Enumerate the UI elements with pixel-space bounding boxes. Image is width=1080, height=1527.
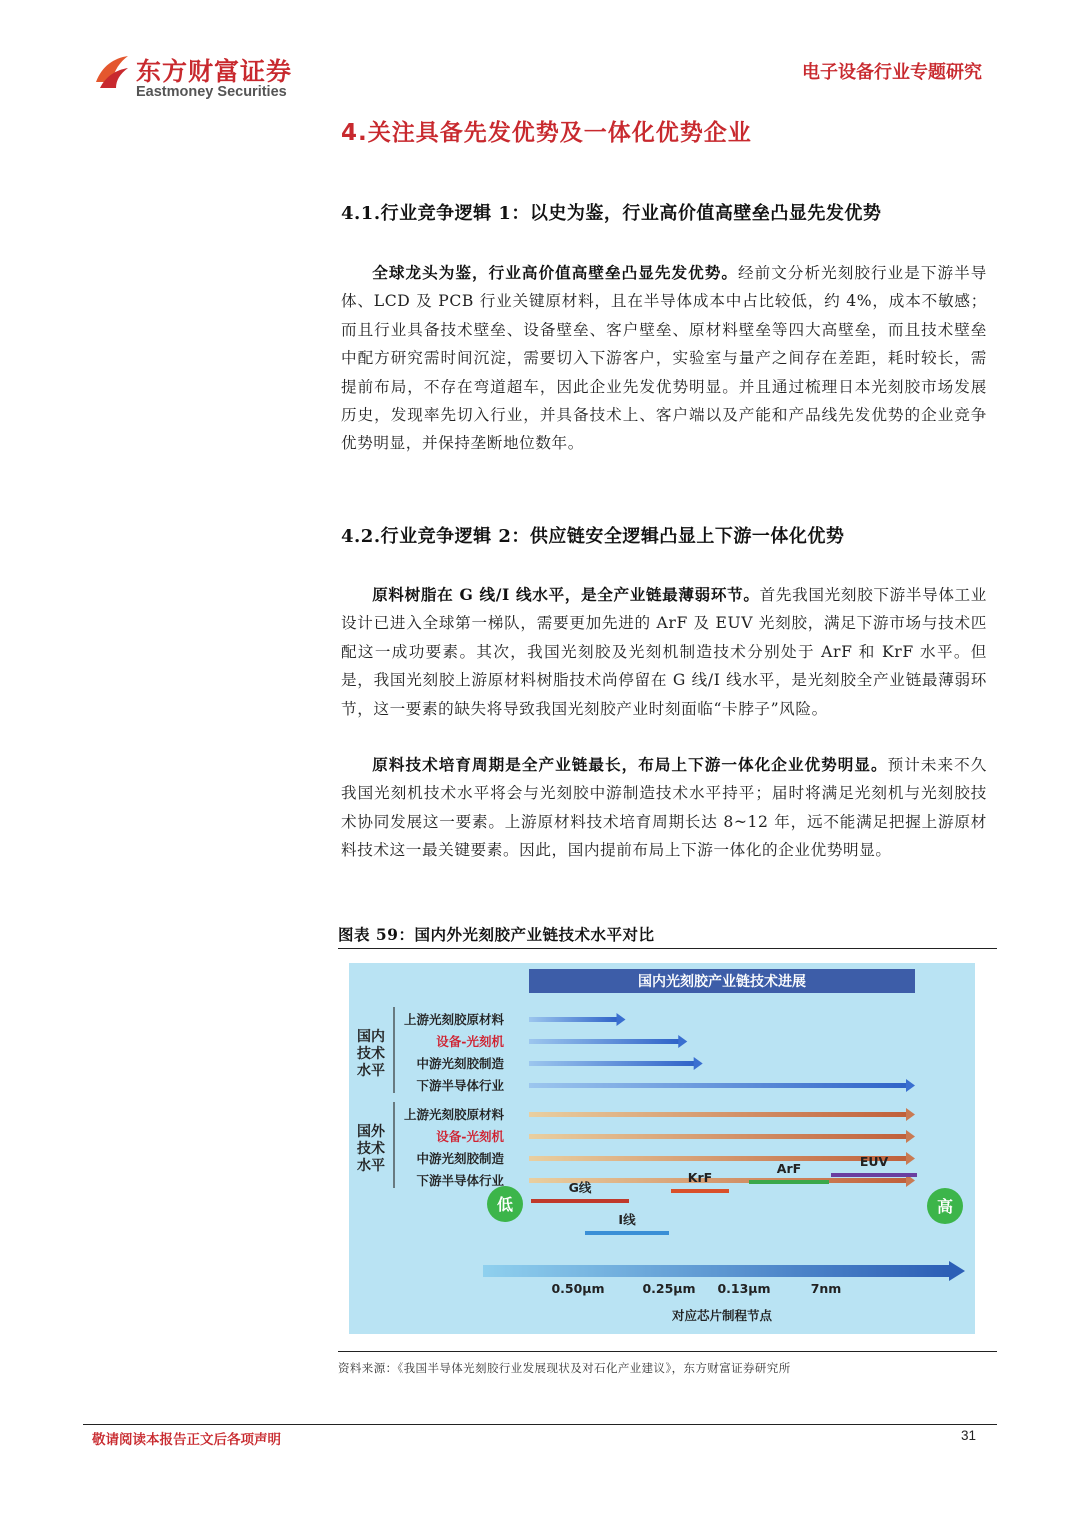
- row-label: 上游光刻胶原材料: [403, 1107, 504, 1122]
- group-label-line: 水平: [357, 1063, 385, 1079]
- paragraph-body: 预计未来不久我国光刻机技术水平将会与光刻胶中游制造技术水平持平；届时将满足光刻机与光刻胶技术协同发展这一要素。上游原材料技术培育周期长达 8~12 年，远不能满足把握上游原材料技术这一最关键要素。因此，国内提前布局上下游一体化的企业优势明显。: [341, 756, 987, 860]
- step-label: I线: [618, 1212, 636, 1227]
- step-label: ArF: [776, 1161, 802, 1176]
- axis-tick-label: 7nm: [810, 1281, 842, 1296]
- supply-chain-figure: [349, 963, 975, 1334]
- node-axis-bar: [483, 1265, 949, 1277]
- paragraph-body: 经前文分析光刻胶行业是下游半导体、LCD 及 PCB 行业关键原材料，且在半导体成本中占比较低，约 4%，成本不敏感；而且行业具备技术壁垒、设备壁垒、客户壁垒、原材料壁垒等四大高壁垒，而且技术壁垒中配方研究需时间沉淀，需要切入下游客户，实验室与量产之间存在差距，耗时较长，需提前布局，不存在弯道超车，因此企业先发优势明显。并且通过梳理日本光刻胶市场发展历史，发现率先切入行业，并具备技术上、客户端以及产能和产品线先发优势的企业竞争优势明显，并保持垄断地位数年。: [341, 264, 987, 453]
- axis-tick-label: 0.25μm: [642, 1281, 696, 1296]
- low-badge-text: 低: [496, 1195, 514, 1214]
- row-bar: [529, 1112, 907, 1117]
- section-title: 4.关注具备先发优势及一体化优势企业: [341, 120, 752, 146]
- row-bar: [529, 1083, 907, 1088]
- figure-banner-text: 国内光刻胶产业链技术进展: [638, 974, 806, 990]
- page-number: 31: [960, 1428, 976, 1443]
- footer-rule: [83, 1424, 997, 1425]
- step-label: EUV: [859, 1154, 889, 1169]
- row-label: 下游半导体行业: [416, 1173, 504, 1188]
- step-line: [749, 1180, 829, 1184]
- high-badge-text: 高: [936, 1197, 954, 1216]
- row-label: 下游半导体行业: [416, 1078, 504, 1093]
- logo-icon: [92, 52, 132, 92]
- report-type-title: 电子设备行业专题研究: [802, 62, 982, 83]
- group-label-line: 技术: [357, 1046, 385, 1062]
- subsection-title-4-2: 4.2.行业竞争逻辑 2：供应链安全逻辑凸显上下游一体化优势: [341, 526, 845, 547]
- row-label: 中游光刻胶制造: [416, 1151, 504, 1166]
- paragraph-lead: 全球龙头为鉴，行业高价值高壁垒凸显先发优势。: [372, 263, 738, 282]
- row-bar: [529, 1039, 679, 1044]
- axis-label: 对应芯片制程节点: [671, 1308, 773, 1323]
- group-label-line: 国外: [357, 1124, 385, 1140]
- footer-disclaimer: 敬请阅读本报告正文后各项声明: [92, 1432, 281, 1448]
- paragraph: [341, 581, 987, 723]
- group-label-line: 国内: [357, 1029, 385, 1045]
- paragraph-body: 首先我国光刻胶下游半导体工业设计已进入全球第一梯队，需要更加先进的 ArF 及 EUV 光刻胶，满足下游市场与技术匹配这一成功要素。其次，我国光刻胶及光刻机制造技术分别处于 ArF 和 KrF 水平。但是，我国光刻胶上游原材料树脂技术尚停留在 G 线/I 线水平，是光刻胶全产业链最薄弱环节，这一要素的缺失将导致我国光刻胶产业时刻面临“卡脖子”风险。: [341, 586, 987, 718]
- step-label: G线: [568, 1180, 592, 1195]
- row-label: 中游光刻胶制造: [416, 1056, 504, 1071]
- group-label-line: 技术: [357, 1141, 385, 1157]
- figure-top-rule: [338, 948, 997, 949]
- logo-chinese: 东方财富证券: [136, 57, 293, 86]
- row-label: 上游光刻胶原材料: [403, 1012, 504, 1027]
- step-line: [671, 1189, 729, 1193]
- row-label: 设备-光刻机: [436, 1129, 504, 1144]
- group-label-line: 水平: [357, 1158, 385, 1174]
- paragraph: [341, 259, 987, 458]
- row-bar: [529, 1156, 907, 1161]
- row-bar: [529, 1134, 907, 1139]
- figure-caption: 图表 59：国内外光刻胶产业链技术水平对比: [338, 925, 655, 944]
- paragraph-lead: 原料树脂在 G 线/I 线水平，是全产业链最薄弱环节。: [372, 585, 760, 604]
- axis-tick-label: 0.50μm: [551, 1281, 605, 1296]
- row-bar: [529, 1017, 618, 1022]
- source-note: 资料来源：《我国半导体光刻胶行业发展现状及对石化产业建议》，东方财富证券研究所: [338, 1361, 791, 1375]
- row-label: 设备-光刻机: [436, 1034, 504, 1049]
- figure-bottom-rule: [338, 1351, 997, 1352]
- step-line: [531, 1199, 629, 1203]
- subsection-title-4-1: 4.1.行业竞争逻辑 1：以史为鉴，行业高价值高壁垒凸显先发优势: [341, 203, 882, 224]
- row-bar: [529, 1061, 695, 1066]
- paragraph-lead: 原料技术培育周期是全产业链最长，布局上下游一体化企业优势明显。: [372, 755, 888, 774]
- step-line: [831, 1173, 917, 1177]
- step-label: KrF: [687, 1170, 713, 1185]
- logo-english: Eastmoney Securities: [136, 84, 287, 100]
- axis-tick-label: 0.13μm: [717, 1281, 771, 1296]
- paragraph: [341, 751, 987, 865]
- step-line: [585, 1231, 669, 1235]
